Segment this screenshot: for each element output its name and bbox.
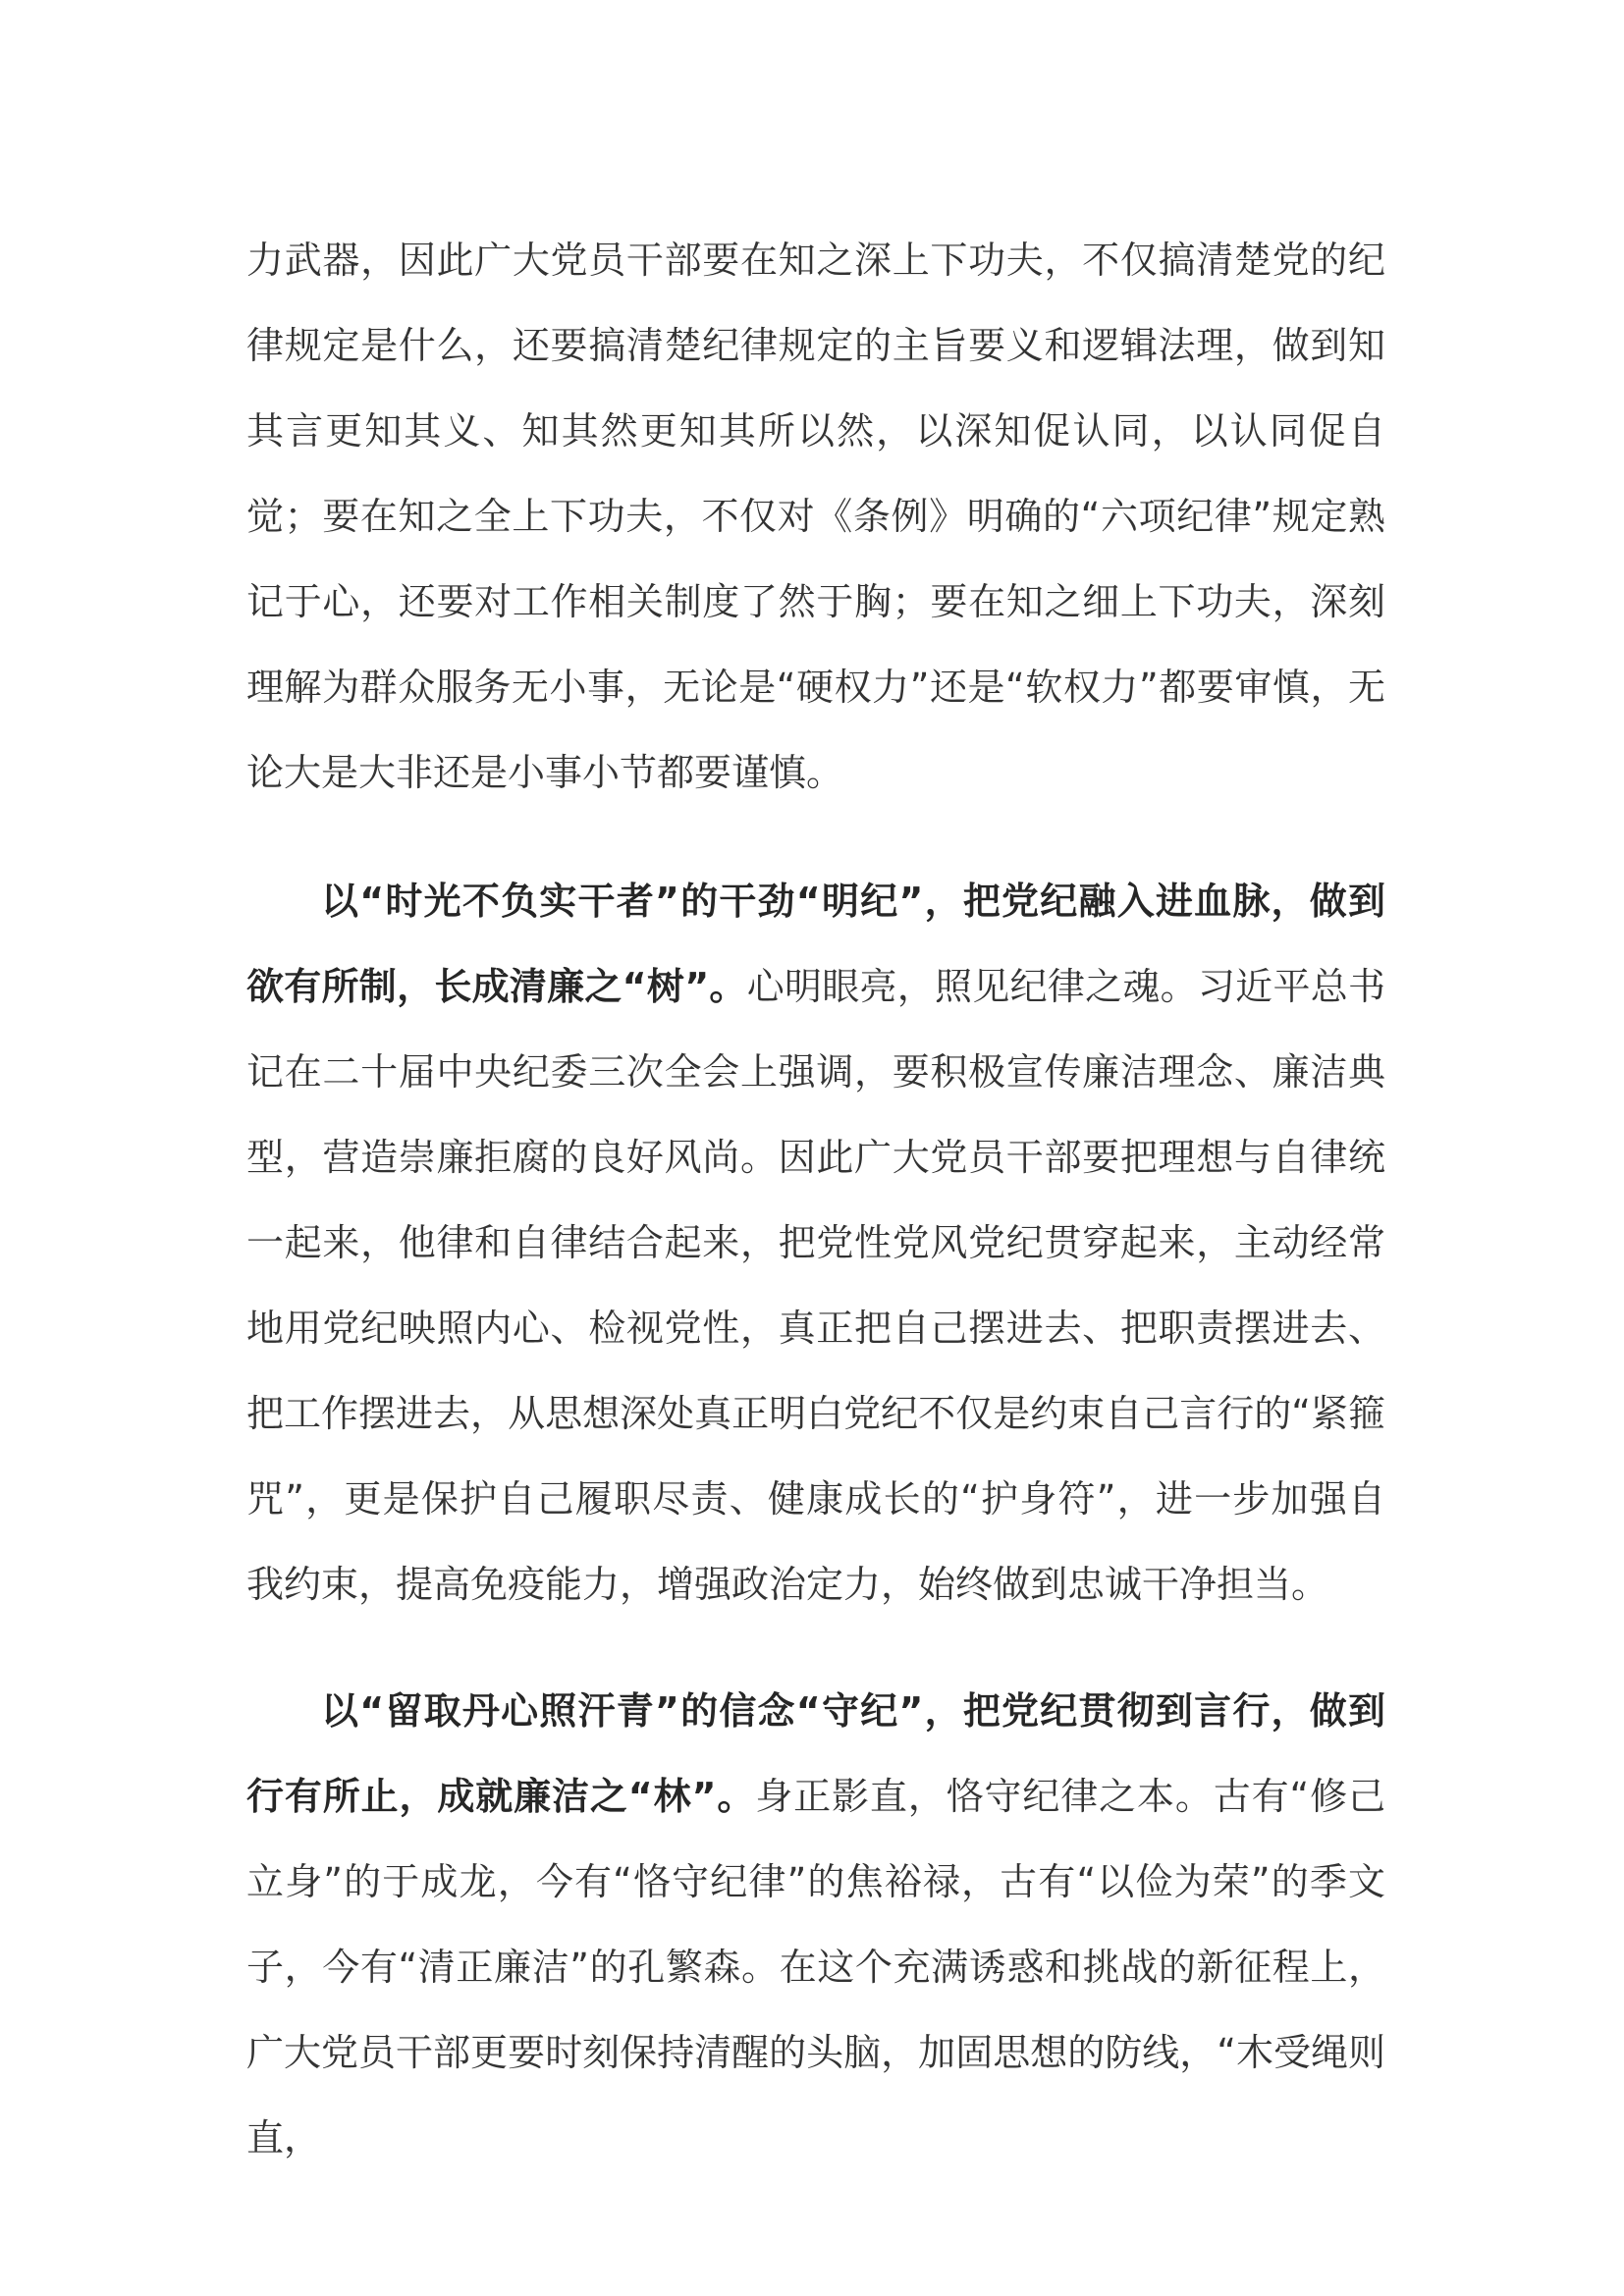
paragraph-3-heading: 以“留取丹心照汗青”的信念“守纪”，把党纪贯彻到言行，做到行有所止，成就廉洁之“林”。 [246, 1689, 1385, 1818]
paragraph-1-text: 力武器，因此广大党员干部要在知之深上下功夫，不仅搞清楚党的纪律规定是什么，还要搞清楚纪律规定的主旨要义和逻辑法理，做到知其言更知其义、知其然更知其所以然，以深知促认同，以认同促自觉；要在知之全上下功夫，不仅对《条例》明确的“六项纪律”规定熟记于心，还要对工作相关制度了然于胸；要在知之细上下功夫，深刻理解为群众服务无小事，无论是“硬权力”还是“软权力”都要审慎，无论大是大非还是小事小节都要谨慎。 [246, 239, 1385, 794]
paragraph-2 [246, 859, 1385, 1628]
paragraph-3-text: 身正影直，恪守纪律之本。古有“修己立身”的于成龙，今有“恪守纪律”的焦裕禄，古有“以俭为荣”的季文子，今有“清正廉洁”的孔繁森。在这个充满诱惑和挑战的新征程上，广大党员干部更要时刻保持清醒的头脑，加固思想的防线，“木受绳则直， [246, 1775, 1385, 2160]
paragraph-3 [246, 1669, 1385, 2181]
paragraph-1 [246, 218, 1385, 816]
paragraph-2-text: 心明眼亮，照见纪律之魂。习近平总书记在二十届中央纪委三次全会上强调，要积极宣传廉洁理念、廉洁典型，营造崇廉拒腐的良好风尚。因此广大党员干部要把理想与自律统一起来，他律和自律结合起来，把党性党风党纪贯穿起来，主动经常地用党纪映照内心、检视党性，真正把自己摆进去、把职责摆进去、把工作摆进去，从思想深处真正明白党纪不仅是约束自己言行的“紧箍咒”，更是保护自己履职尽责、健康成长的“护身符”，进一步加强自我约束，提高免疫能力，增强政治定力，始终做到忠诚干净担当。 [246, 965, 1385, 1606]
paragraph-2-heading: 以“时光不负实干者”的干劲“明纪”，把党纪融入进血脉，做到欲有所制，长成清廉之“树”。 [246, 880, 1385, 1008]
